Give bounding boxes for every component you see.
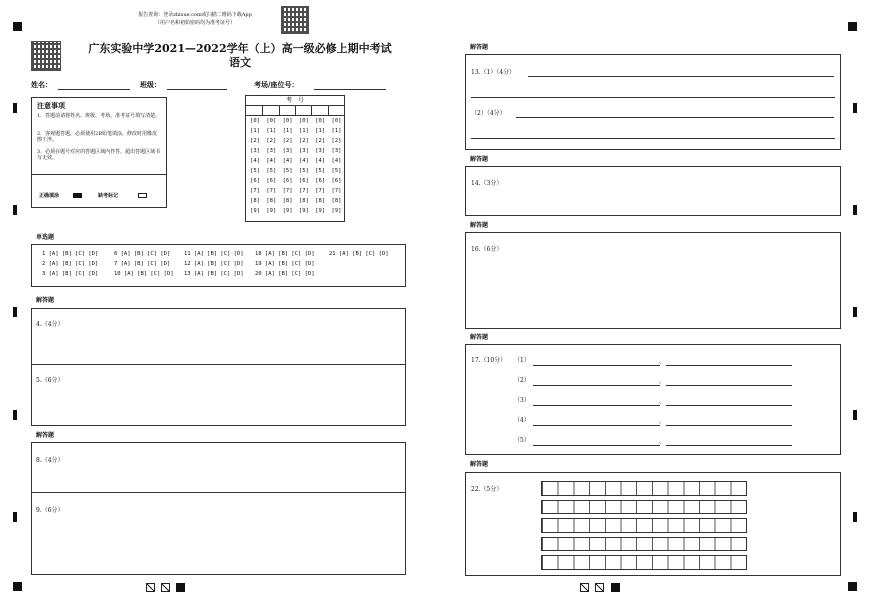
choice-question-row[interactable]: 6 [A] [B] [C] [D] [114, 251, 171, 257]
notes-item-2: 2．客观题答题，必须使用2B铅笔填涂，修改时用橡皮擦干净。 [37, 131, 158, 143]
right-section-title-5: 解答题 [470, 461, 489, 468]
q13-part1-label: 13.（1）（4分） [471, 69, 516, 76]
exam-number-grid [245, 95, 345, 222]
q13-line-3[interactable] [516, 117, 834, 118]
exam-number-label: 考 号 [285, 97, 304, 104]
q5-answer-box[interactable] [31, 364, 406, 426]
left-section2-title: 解答题 [36, 432, 55, 439]
exam-number-digit-bubble[interactable]: [2] [250, 138, 260, 144]
exam-number-digit-bubble[interactable]: [4] [250, 158, 260, 164]
page-marker-right-2 [595, 583, 604, 592]
exam-number-divider-2 [246, 115, 344, 116]
choice-question-row[interactable]: 21 [A] [B] [C] [D] [329, 251, 389, 257]
q9-answer-box[interactable] [31, 492, 406, 575]
q17-part-label: （2） [514, 377, 530, 384]
exam-number-digit-bubble[interactable]: [6] [331, 178, 342, 184]
exam-number-digit-bubble[interactable]: [5] [282, 168, 293, 174]
exam-number-digit-bubble[interactable]: [7] [331, 188, 342, 194]
q17-answer-box[interactable] [465, 344, 841, 455]
left-section1-title: 解答题 [36, 297, 55, 304]
exam-number-column-divider [262, 105, 263, 115]
exam-number-digit-bubble[interactable]: [6] [315, 178, 326, 184]
exam-number-column-divider [328, 105, 329, 115]
q17-answer-line[interactable] [666, 385, 792, 386]
timing-mark-right-3 [853, 307, 857, 317]
q17-comma: ， [659, 418, 666, 425]
choice-question-row[interactable]: 1 [A] [B] [C] [D] [42, 251, 99, 257]
exam-number-digit-bubble[interactable]: [0] [298, 118, 309, 124]
q22-answer-box[interactable] [465, 472, 841, 576]
exam-number-digit-bubble[interactable]: [6] [282, 178, 293, 184]
page-marker-left-2 [161, 583, 170, 592]
exam-number-digit-bubble[interactable]: [3] [298, 148, 309, 154]
exam-number-digit-bubble[interactable]: [3] [282, 148, 293, 154]
choice-question-row[interactable]: 19 [A] [B] [C] [D] [255, 261, 315, 267]
q17-answer-line[interactable] [533, 385, 660, 386]
choice-question-row[interactable]: 10 [A] [B] [C] [D] [114, 271, 174, 277]
q17-part-label: （3） [514, 397, 530, 404]
page-marker-right-3 [611, 583, 620, 592]
choice-question-row[interactable]: 2 [A] [B] [C] [D] [42, 261, 99, 267]
absent-mark-box[interactable] [138, 193, 147, 198]
exam-number-digit-bubble[interactable]: [8] [266, 198, 277, 204]
q17-answer-line[interactable] [533, 425, 660, 426]
q17-part-label: （1） [514, 357, 530, 364]
timing-mark-bottom-left [13, 582, 22, 591]
exam-number-digit-bubble[interactable]: [1] [282, 128, 293, 134]
exam-number-digit-bubble[interactable]: [7] [282, 188, 293, 194]
exam-number-digit-bubble[interactable]: [0] [250, 118, 260, 124]
q4-label: 4.（4分） [36, 321, 64, 328]
choice-section-box [31, 244, 406, 287]
q22-label: 22.（5分） [471, 486, 503, 493]
timing-mark-left-5 [13, 512, 17, 522]
page-marker-left-3 [176, 583, 185, 592]
q5-label: 5.（6分） [36, 377, 64, 384]
notes-box [31, 97, 167, 208]
choice-question-row[interactable]: 7 [A] [B] [C] [D] [114, 261, 171, 267]
timing-mark-right-4 [853, 410, 857, 420]
exam-number-digit-bubble[interactable]: [0] [331, 118, 342, 124]
q13-line-2[interactable] [471, 97, 835, 98]
notes-item-3: 3．必须在题号对应的答题区域内作答，超出答题区域书写无效。 [37, 149, 161, 161]
exam-number-digit-bubble[interactable]: [9] [331, 208, 342, 214]
exam-number-digit-bubble[interactable]: [7] [315, 188, 326, 194]
q17-answer-line[interactable] [666, 425, 792, 426]
timing-mark-right-1 [853, 103, 857, 113]
page-marker-left-1 [146, 583, 155, 592]
exam-number-digit-bubble[interactable]: [5] [250, 168, 260, 174]
q17-answer-line[interactable] [533, 365, 660, 366]
exam-number-digit-bubble[interactable]: [2] [282, 138, 293, 144]
exam-number-digit-bubble[interactable]: [5] [298, 168, 309, 174]
exam-number-digit-bubble[interactable]: [4] [266, 158, 277, 164]
exam-number-digit-bubble[interactable]: [1] [266, 128, 277, 134]
exam-number-digit-bubble[interactable]: [8] [315, 198, 326, 204]
choice-question-row[interactable]: 3 [A] [B] [C] [D] [42, 271, 99, 277]
choice-question-row[interactable]: 13 [A] [B] [C] [D] [184, 271, 244, 277]
exam-number-column-divider [279, 105, 280, 115]
timing-mark-top-left [13, 22, 22, 31]
exam-number-column-divider [295, 105, 296, 115]
exam-number-digit-bubble[interactable]: [8] [250, 198, 260, 204]
q8-answer-box[interactable] [31, 442, 406, 493]
q17-comma: ， [659, 438, 666, 445]
class-label: 班级： [140, 80, 161, 89]
notes-item-1: 1．答题前请将姓名、班级、考场、准考证号填写清楚。 [37, 113, 161, 119]
choice-question-row[interactable]: 11 [A] [B] [C] [D] [184, 251, 244, 257]
q14-answer-box[interactable] [465, 166, 841, 216]
q17-part-label: （5） [514, 437, 530, 444]
absent-mark-label: 缺考标记 [98, 193, 119, 199]
exam-number-digit-bubble[interactable]: [9] [282, 208, 293, 214]
exam-number-digit-bubble[interactable]: [1] [315, 128, 326, 134]
exam-number-digit-bubble[interactable]: [7] [298, 188, 309, 194]
q14-label: 14.（3分） [471, 180, 503, 187]
q17-label: 17.（10分） [471, 357, 507, 364]
exam-number-digit-bubble[interactable]: [5] [266, 168, 277, 174]
q17-comma: ， [659, 358, 666, 365]
exam-number-digit-bubble[interactable]: [2] [315, 138, 326, 144]
seat-label: 考场/座位号： [254, 80, 299, 89]
exam-number-digit-bubble[interactable]: [4] [298, 158, 309, 164]
q22-grid-row[interactable] [541, 518, 747, 533]
timing-mark-bottom-right [848, 582, 857, 591]
right-section-title-1: 解答题 [470, 44, 489, 51]
q4-answer-box[interactable] [31, 308, 406, 365]
exam-number-digit-bubble[interactable]: [5] [315, 168, 326, 174]
report-notice-line2: （用户名和初始密码均为准考证号） [154, 20, 235, 26]
q13-part2-label: （2）（4分） [471, 110, 506, 117]
timing-mark-left-3 [13, 307, 17, 317]
q22-grid-row[interactable] [541, 555, 747, 570]
q17-answer-line[interactable] [533, 405, 660, 406]
exam-number-digit-bubble[interactable]: [9] [298, 208, 309, 214]
report-notice-line1: 报告查询：登录zhixue.com或扫描二维码下载App [138, 12, 252, 18]
q22-grid-row[interactable] [541, 500, 747, 515]
q17-comma: ， [659, 378, 666, 385]
class-field-line[interactable] [167, 89, 227, 90]
exam-number-digit-bubble[interactable]: [9] [315, 208, 326, 214]
correct-fill-sample [73, 193, 82, 198]
q17-answer-line[interactable] [533, 445, 660, 446]
q13-line-1[interactable] [528, 76, 834, 77]
exam-number-digit-bubble[interactable]: [2] [331, 138, 342, 144]
exam-number-digit-bubble[interactable]: [3] [331, 148, 342, 154]
exam-number-column-divider [311, 105, 312, 115]
notes-title: 注意事项 [37, 101, 65, 110]
choice-question-row[interactable]: 20 [A] [B] [C] [D] [255, 271, 315, 277]
q22-grid-row[interactable] [541, 537, 747, 552]
name-label: 姓名： [31, 80, 52, 89]
exam-number-digit-bubble[interactable]: [3] [266, 148, 277, 154]
timing-mark-right-5 [853, 512, 857, 522]
q16-answer-box[interactable] [465, 232, 841, 329]
exam-number-digit-bubble[interactable]: [2] [266, 138, 277, 144]
right-section-title-2: 解答题 [470, 156, 489, 163]
q13-line-4[interactable] [471, 138, 835, 139]
choice-question-row[interactable]: 18 [A] [B] [C] [D] [255, 251, 315, 257]
qr-code-top [281, 6, 309, 34]
page-marker-right-1 [580, 583, 589, 592]
exam-number-digit-bubble[interactable]: [0] [282, 118, 293, 124]
timing-mark-top-right [848, 22, 857, 31]
notes-divider [32, 174, 166, 175]
timing-mark-right-2 [853, 205, 857, 215]
exam-number-digit-bubble[interactable]: [7] [250, 188, 260, 194]
correct-fill-label: 正确填涂 [39, 193, 60, 199]
exam-number-digit-bubble[interactable]: [2] [298, 138, 309, 144]
exam-number-digit-bubble[interactable]: [8] [298, 198, 309, 204]
exam-number-digit-bubble[interactable]: [8] [282, 198, 293, 204]
exam-number-digit-bubble[interactable]: [3] [315, 148, 326, 154]
timing-mark-left-2 [13, 205, 17, 215]
exam-number-digit-bubble[interactable]: [0] [266, 118, 277, 124]
exam-number-digit-bubble[interactable]: [8] [331, 198, 342, 204]
timing-mark-left-1 [13, 103, 17, 113]
right-section-title-3: 解答题 [470, 222, 489, 229]
exam-number-digit-bubble[interactable]: [5] [331, 168, 342, 174]
q8-label: 8.（4分） [36, 457, 64, 464]
q13-answer-box[interactable] [465, 54, 841, 150]
exam-number-digit-bubble[interactable]: [6] [298, 178, 309, 184]
exam-number-digit-bubble[interactable]: [6] [266, 178, 277, 184]
exam-number-digit-bubble[interactable]: [4] [315, 158, 326, 164]
timing-mark-left-4 [13, 410, 17, 420]
seat-field-line[interactable] [314, 89, 386, 90]
exam-number-digit-bubble[interactable]: [0] [315, 118, 326, 124]
q17-comma: ， [659, 398, 666, 405]
choice-question-row[interactable]: 12 [A] [B] [C] [D] [184, 261, 244, 267]
choice-section-title: 单选题 [36, 234, 55, 241]
q9-label: 9.（6分） [36, 507, 64, 514]
q17-answer-line[interactable] [666, 365, 792, 366]
exam-number-digit-bubble[interactable]: [3] [250, 148, 260, 154]
exam-number-digit-bubble[interactable]: [1] [250, 128, 260, 134]
q17-answer-line[interactable] [666, 445, 792, 446]
q17-answer-line[interactable] [666, 405, 792, 406]
exam-number-digit-bubble[interactable]: [9] [266, 208, 277, 214]
exam-number-digit-bubble[interactable]: [4] [282, 158, 293, 164]
q22-grid-row[interactable] [541, 481, 747, 496]
qr-code-left [31, 41, 61, 71]
exam-number-digit-bubble[interactable]: [9] [250, 208, 260, 214]
exam-title: 广东实验中学2021—2022学年（上）高一级必修上期中考试 [88, 42, 392, 55]
exam-number-digit-bubble[interactable]: [1] [331, 128, 342, 134]
exam-subject: 语文 [229, 56, 251, 69]
right-section-title-4: 解答题 [470, 334, 489, 341]
name-field-line[interactable] [58, 89, 130, 90]
exam-number-digit-bubble[interactable]: [6] [250, 178, 260, 184]
q16-label: 16.（6分） [471, 246, 503, 253]
exam-number-digit-bubble[interactable]: [1] [298, 128, 309, 134]
exam-number-digit-bubble[interactable]: [7] [266, 188, 277, 194]
exam-number-digit-bubble[interactable]: [4] [331, 158, 342, 164]
q17-part-label: （4） [514, 417, 530, 424]
